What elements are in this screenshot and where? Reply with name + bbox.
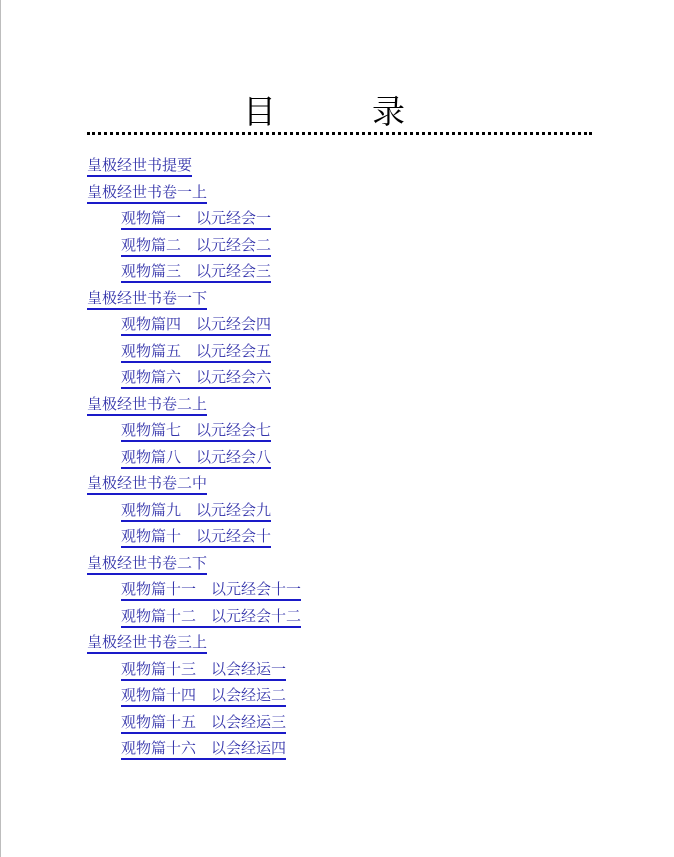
toc-chapter-link[interactable] <box>87 418 592 445</box>
toc-chapter-link[interactable] <box>87 683 592 710</box>
table-of-contents <box>87 153 592 763</box>
toc-chapter-link[interactable] <box>87 604 592 631</box>
title-dotted-rule <box>87 132 592 135</box>
toc-link-text: 皇极经世书卷三上 <box>87 633 207 654</box>
toc-volume-link[interactable] <box>87 471 592 498</box>
toc-link-text: 皇极经世书卷一下 <box>87 289 207 310</box>
toc-chapter-link[interactable] <box>87 259 592 286</box>
toc-link-text: 观物篇五 以元经会五 <box>121 342 271 363</box>
toc-chapter-link[interactable] <box>87 233 592 260</box>
toc-link-text: 皇极经世书提要 <box>87 156 192 177</box>
toc-link-text: 观物篇十一 以元经会十一 <box>121 580 301 601</box>
toc-link-text: 观物篇十四 以会经运二 <box>121 686 286 707</box>
toc-chapter-link[interactable] <box>87 206 592 233</box>
toc-link-text: 皇极经世书卷一上 <box>87 183 207 204</box>
toc-link-text: 观物篇一 以元经会一 <box>121 209 271 230</box>
toc-volume-link[interactable] <box>87 286 592 313</box>
toc-chapter-link[interactable] <box>87 365 592 392</box>
toc-chapter-link[interactable] <box>87 312 592 339</box>
toc-link-text: 观物篇九 以元经会九 <box>121 501 271 522</box>
toc-link-text: 观物篇十 以元经会十 <box>121 527 271 548</box>
toc-link-text: 观物篇七 以元经会七 <box>121 421 271 442</box>
toc-chapter-link[interactable] <box>87 577 592 604</box>
toc-link-text: 观物篇六 以元经会六 <box>121 368 271 389</box>
toc-volume-link[interactable] <box>87 551 592 578</box>
toc-volume-link[interactable] <box>87 153 592 180</box>
toc-chapter-link[interactable] <box>87 445 592 472</box>
toc-volume-link[interactable] <box>87 630 592 657</box>
toc-link-text: 观物篇十二 以元经会十二 <box>121 607 301 628</box>
toc-link-text: 观物篇三 以元经会三 <box>121 262 271 283</box>
toc-chapter-link[interactable] <box>87 657 592 684</box>
toc-link-text: 皇极经世书卷二中 <box>87 474 207 495</box>
toc-chapter-link[interactable] <box>87 710 592 737</box>
toc-volume-link[interactable] <box>87 392 592 419</box>
toc-chapter-link[interactable] <box>87 339 592 366</box>
toc-title-char-1: 目 <box>243 92 276 131</box>
toc-link-text: 皇极经世书卷二下 <box>87 554 207 575</box>
toc-chapter-link[interactable] <box>87 736 592 763</box>
toc-chapter-link[interactable] <box>87 498 592 525</box>
toc-link-text: 观物篇十五 以会经运三 <box>121 713 286 734</box>
toc-link-text: 观物篇四 以元经会四 <box>121 315 271 336</box>
toc-link-text: 观物篇二 以元经会二 <box>121 236 271 257</box>
toc-title-char-2: 录 <box>372 92 405 131</box>
toc-link-text: 皇极经世书卷二上 <box>87 395 207 416</box>
toc-chapter-link[interactable] <box>87 524 592 551</box>
toc-title <box>87 92 592 132</box>
toc-volume-link[interactable] <box>87 180 592 207</box>
toc-link-text: 观物篇十三 以会经运一 <box>121 660 286 681</box>
toc-link-text: 观物篇十六 以会经运四 <box>121 739 286 760</box>
toc-link-text: 观物篇八 以元经会八 <box>121 448 271 469</box>
